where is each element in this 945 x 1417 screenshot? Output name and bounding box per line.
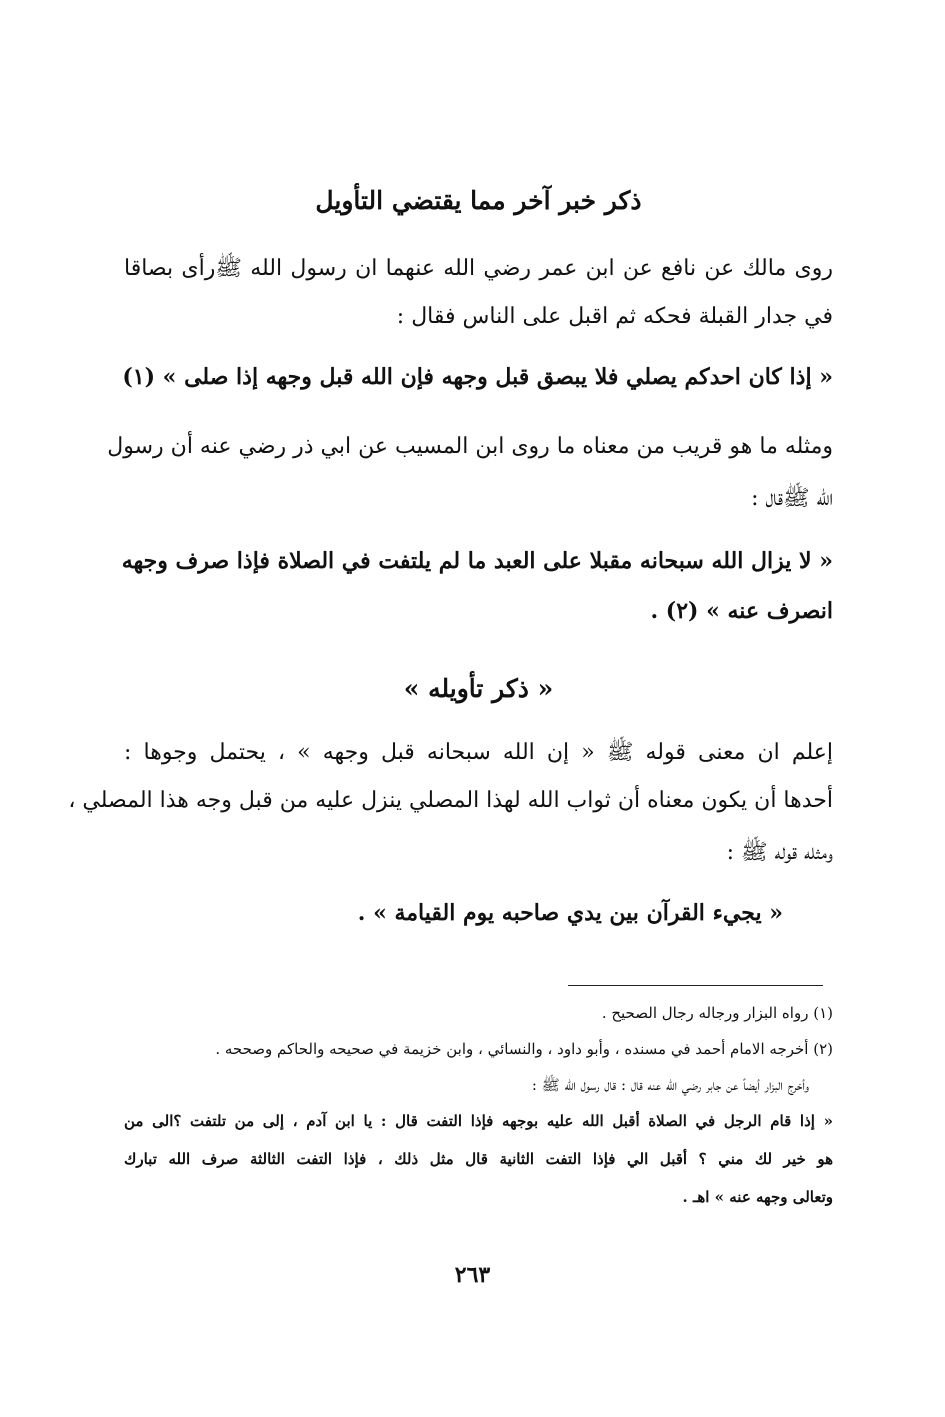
footnote: (١) رواه البزار ورجاله رجال الصحيح . xyxy=(601,1004,833,1022)
body-line: الله ﷺقال : xyxy=(751,486,833,511)
section-title: ذكر خبر آخر مما يقتضي التأويل xyxy=(315,186,642,215)
body-line: أحدها أن يكون معناه أن ثواب الله لهذا المصلي ينزل عليه من قبل وجه هذا المصلي ، xyxy=(68,788,833,813)
body-line: روى مالك عن نافع عن ابن عمر رضي الله عنهما ان رسول الله ﷺرأى بصاقا xyxy=(124,256,833,281)
hadith-quote: انصرف عنه » (٢) . xyxy=(650,598,833,624)
body-line: ومثله ما هو قريب من معناه ما روى ابن المسيب عن ابي ذر رضي عنه أن رسول xyxy=(107,434,833,459)
footnote-quote: هو خير لك مني ؟ أقبل الي فإذا التفت الثانية قال مثل ذلك ، فإذا التفت الثالثة صرف الله تبارك xyxy=(124,1150,833,1168)
footnote: (٢) أخرجه الامام أحمد في مسنده ، وأبو داود ، والنسائي ، وابن خزيمة في صحيحه والحاكم وصححه . xyxy=(215,1040,833,1058)
footnote: وأخرج البزار أيضاً عن جابر رضي الله عنه قال : قال رسول الله ﷺ : xyxy=(531,1076,809,1094)
hadith-quote: « يجيء القرآن بين يدي صاحبه يوم القيامة » . xyxy=(357,900,783,926)
hadith-quote: « لا يزال الله سبحانه مقبلا على العبد ما لم يلتفت في الصلاة فإذا صرف وجهه xyxy=(121,548,833,574)
footnote-divider xyxy=(568,985,823,986)
hadith-quote-wrap xyxy=(124,900,783,926)
footnote-quote: « إذا قام الرجل في الصلاة أقبل الله عليه بوجهه فإذا التفت قال : يا ابن آدم ، إلى من تلتفت ؟الى من xyxy=(124,1112,833,1130)
body-line: في جدار القبلة فحكه ثم اقبل على الناس فقال : xyxy=(396,304,833,329)
hadith-quote: « إذا كان احدكم يصلي فلا يبصق قبل وجهه فإن الله قبل وجهه إذا صلى » (١) xyxy=(122,364,833,390)
footnote-quote: وتعالى وجهه عنه » اهـ . xyxy=(682,1188,833,1206)
body-line: ومثله قوله ﷺ : xyxy=(726,840,833,865)
body-line: إعلم ان معنى قوله ﷺ « إن الله سبحانه قبل وجهه » ، يحتمل وجوها : xyxy=(124,740,833,765)
page-number: ٢٦٣ xyxy=(454,1262,491,1288)
section-title: « ذكر تأويله » xyxy=(403,674,554,703)
